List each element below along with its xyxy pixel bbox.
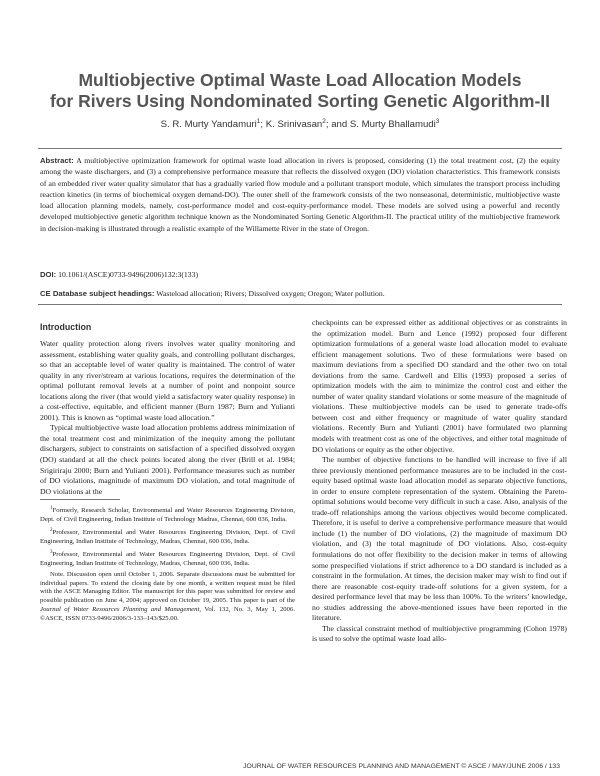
footnote	[40, 549, 295, 569]
body-paragraph: The number of objective functions to be handled will increase to five if all three previously mentioned performance measures are to be included in the cost-equity based optimal waste load allocation model as separate objective functions, in order to ensure complete representation of the system. Obtaining the Pareto-optimal solutions would become very difficult in such a case. Also, analysis of the trade-off relationships among the various objectives would become complicated. Therefore, it is useful to derive a comprehensive performance measure that would include (1) the number of DO violations, (2) the magnitude of maximum DO violation, and (3) the total magnitude of DO violations. Also, cost-equity formulations do not offer flexibility to the decision maker in terms of allowing some prespecified violations if strict adherence to a DO standard is included as a constraint in the formulation. At times, the decision maker may wish to find out if there are reasonable cost-equity trade-off solutions for a given system, for a desired performance level that may be less than 100%. To the writers’ knowledge, no studies addressing the above-mentioned issues have been reported in the literature.	[312, 455, 567, 623]
footnote-rule	[40, 499, 120, 500]
author-list	[40, 118, 560, 130]
author-name: S. Murty Bhallamudi	[349, 119, 436, 131]
divider-rule	[38, 304, 562, 305]
footnote-mark: 3	[50, 549, 53, 555]
footnote-text: Formerly, Research Scholar, Environmental and Water Resources Engineering Division, Dept. of Civil Engineering, Indian Institute of Technology Madras, Chennai, 600 036, India.	[40, 507, 295, 524]
footnote-text: Professor, Environmental and Water Resources Engineering Division, Dept. of Civil Engineering, Indian Institute of Technology, Madras, Chennai, 600 036, India.	[40, 529, 295, 545]
note-journal: Journal of Water Resources Planning and Management	[40, 606, 200, 614]
editorial-note	[40, 571, 295, 624]
author-separator: ; and	[325, 119, 350, 131]
body-paragraph: Water quality protection along rivers involves water quality monitoring and assessment, establishing water quality goals, and controlling pollutant discharges, so that an acceptable level of water quality is maintained. The control of water quality in any river/stream at various locations, requires the determination of the optimal pollutant removal levels at a number of point and nonpoint source locations along the river (that would yield a satisfactory water quality response) in a cost-effective, equitable, and efficient manner (Burn 1987; Burn and Yulianti 2001). This is known as “optimal waste load allocation.”	[40, 339, 295, 422]
doi-label: DOI:	[40, 270, 57, 279]
abstract-text: A multiobjective optimization framework for optimal waste load allocation in rivers is proposed, considering (1) the total treatment cost, (2) the equity among the waste dischargers, and (3) a comprehensive performance measure that reflects the dissolved oxygen (DO) violation characteristics. This framework consists of an embedded river water quality simulator that has a gradually varied flow module and a pollutant transport module, which simulates the transport process including reaction kinetics (in terms of biochemical oxygen demand-DO). The outer shell of the framework consists of the two nonseasonal, deterministic, multiobjective waste load allocation planning models, namely, cost-performance model and cost-equity-performance model. These models are solved using a powerful and recently developed multiobjective genetic algorithm technique known as the Nondominated Sorting Genetic Algorithm-II. The practical utility of the multiobjective framework in decision-making is illustrated through a realistic example of the Willamette River in the state of Oregon.	[40, 156, 560, 233]
body-paragraph: The classical constraint method of multiobjective programming (Cohon 1978) is used to solve the optimal waste load allo-	[312, 623, 567, 644]
footnote-text: Professor, Environmental and Water Resources Engineering Division, Dept. of Civil Engineering, Indian Institute of Technology, Madras, Chennai, 600 036, India.	[40, 551, 295, 567]
author-mark: 2	[322, 118, 326, 125]
doi-value: 10.1061/(ASCE)0733-9496(2006)132:3(133)	[58, 270, 199, 279]
footnotes	[40, 505, 295, 626]
title-line-2: for Rivers Using Nondominated Sorting Genetic Algorithm-II	[49, 91, 551, 111]
subject-headings-label: CE Database subject headings:	[40, 289, 155, 298]
left-column	[40, 339, 295, 497]
body-paragraph: checkpoints can be expressed either as additional objectives or as constraints in the optimization model. Burn and Lence (1992) proposed four different optimization formulations of a general waste load allocation model to evaluate efficient management solutions. Two of these formulations were based on maximum deviations from a specified DO standard and the other two on total deviations from the same. Cardwell and Ellis (1993) proposed a series of optimization models with the aim to minimize the control cost and either the number of water quality standard violations or some measure of the magnitude of violations. These multiobjective models can be used to generate trade-offs between cost and either frequency or magnitude of water quality standard violations. Recently Burn and Yulianti (2001) have formulated two planning models with treatment cost as one of the objectives, and either total magnitude of DO violations or equity as the other objective.	[312, 318, 567, 454]
footnote-mark: 1	[50, 506, 53, 511]
author-mark: 1	[256, 118, 261, 125]
author-mark: 3	[435, 118, 440, 125]
section-heading: Introduction	[40, 322, 92, 332]
footnote	[40, 527, 295, 547]
author-name: K. Srinivasan	[265, 119, 323, 131]
note-text-end: , Vol. 132, No. 3, May 1, 2006. ©ASCE, ISSN 0733-9496/2006/3-133–143/$25.00.	[40, 606, 296, 622]
doi-line	[40, 270, 198, 279]
page-footer: JOURNAL OF WATER RESOURCES PLANNING AND MANAGEMENT © ASCE / MAY/JUNE 2006 / 133	[243, 763, 560, 770]
abstract	[40, 155, 560, 234]
paper-title	[40, 70, 560, 112]
divider-rule	[38, 148, 562, 149]
abstract-label: Abstract:	[40, 156, 74, 165]
title-line-1: Multiobjective Optimal Waste Load Allocation Models	[78, 70, 522, 90]
note-text: Note. Discussion open until October 1, 2006. Separate discussions must be submitted for individual papers. To extend the closing date by one month, a written request must be filed with the ASCE Managing Editor. The manuscript for this paper was submitted for review and possible publication on June 4, 2004; approved on October 19, 2005. This paper is part of the	[40, 570, 295, 605]
body-paragraph: Typical multiobjective waste load allocation problems address minimization of the total treatment cost and minimization of the inequity among the pollutant dischargers, subject to constraints on satisfaction of a specified dissolved oxygen (DO) standard at all the check points located along the river (Brill et al. 1984; Srigiriraju 2000; Burn and Yulianti 2001). Performance measures such as number of DO violations, magnitude of maximum DO violation, and total magnitude of DO violations at the	[40, 423, 295, 496]
author-separator: ;	[260, 119, 266, 131]
subject-headings-value: Wasteload allocation; Rivers; Dissolved oxygen; Oregon; Water pollution.	[156, 289, 385, 298]
footnote	[40, 505, 295, 525]
author-name: S. R. Murty Yandamuri	[160, 119, 257, 131]
footnote-mark: 2	[50, 527, 53, 533]
subject-headings	[40, 289, 385, 298]
right-column	[312, 318, 567, 645]
